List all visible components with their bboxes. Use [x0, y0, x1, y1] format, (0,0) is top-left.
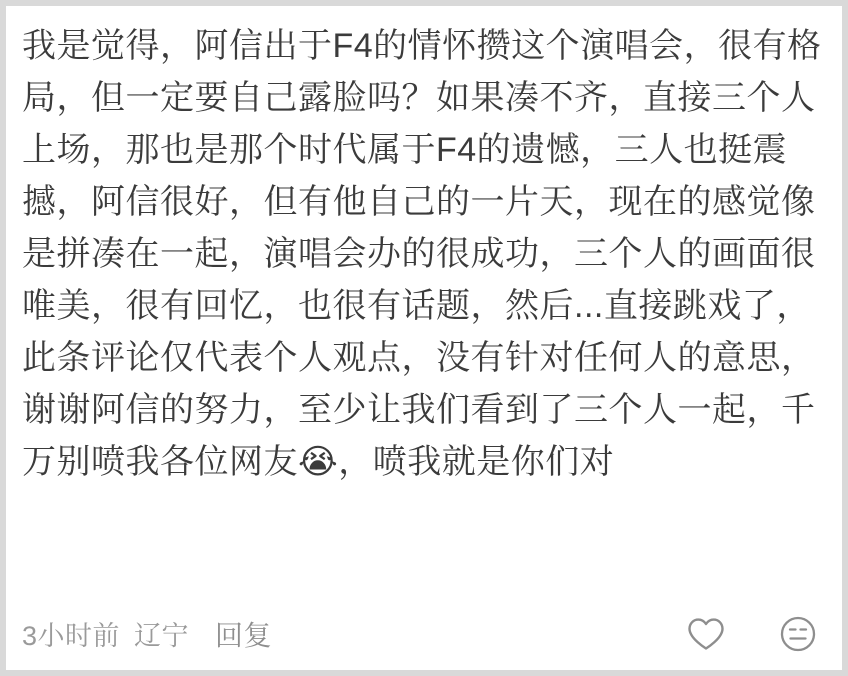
comment-footer: [6, 598, 842, 670]
comment-card: [6, 6, 842, 670]
comment-text: 我是觉得，阿信出于F4的情怀攒这个演唱会，很有格局，但一定要自己露脸吗？如果凑不齐，直接三个人上场，那也是那个时代属于F4的遗憾，三人也挺震撼，阿信很好，但有他自己的一片天，现在的感觉像是拼凑在一起，演唱会办的很成功，三个人的画面很唯美，很有回忆，也很有话题，然后...直接跳戏了，此条评论仅代表个人观点，没有针对任何人的意思，谢谢阿信的努力，至少让我们看到了三个人一起，千万别喷我各位网友😭，喷我就是你们对: [22, 27, 822, 481]
comment-body: [6, 6, 842, 598]
reply-button[interactable]: 回复: [215, 620, 273, 651]
comment-timestamp: 3小时前: [22, 621, 121, 651]
emoji-face-icon[interactable]: [778, 614, 818, 654]
heart-icon[interactable]: [686, 614, 726, 654]
comment-actions: [686, 614, 824, 654]
comment-meta: [22, 614, 272, 654]
comment-location: 辽宁: [134, 621, 190, 651]
